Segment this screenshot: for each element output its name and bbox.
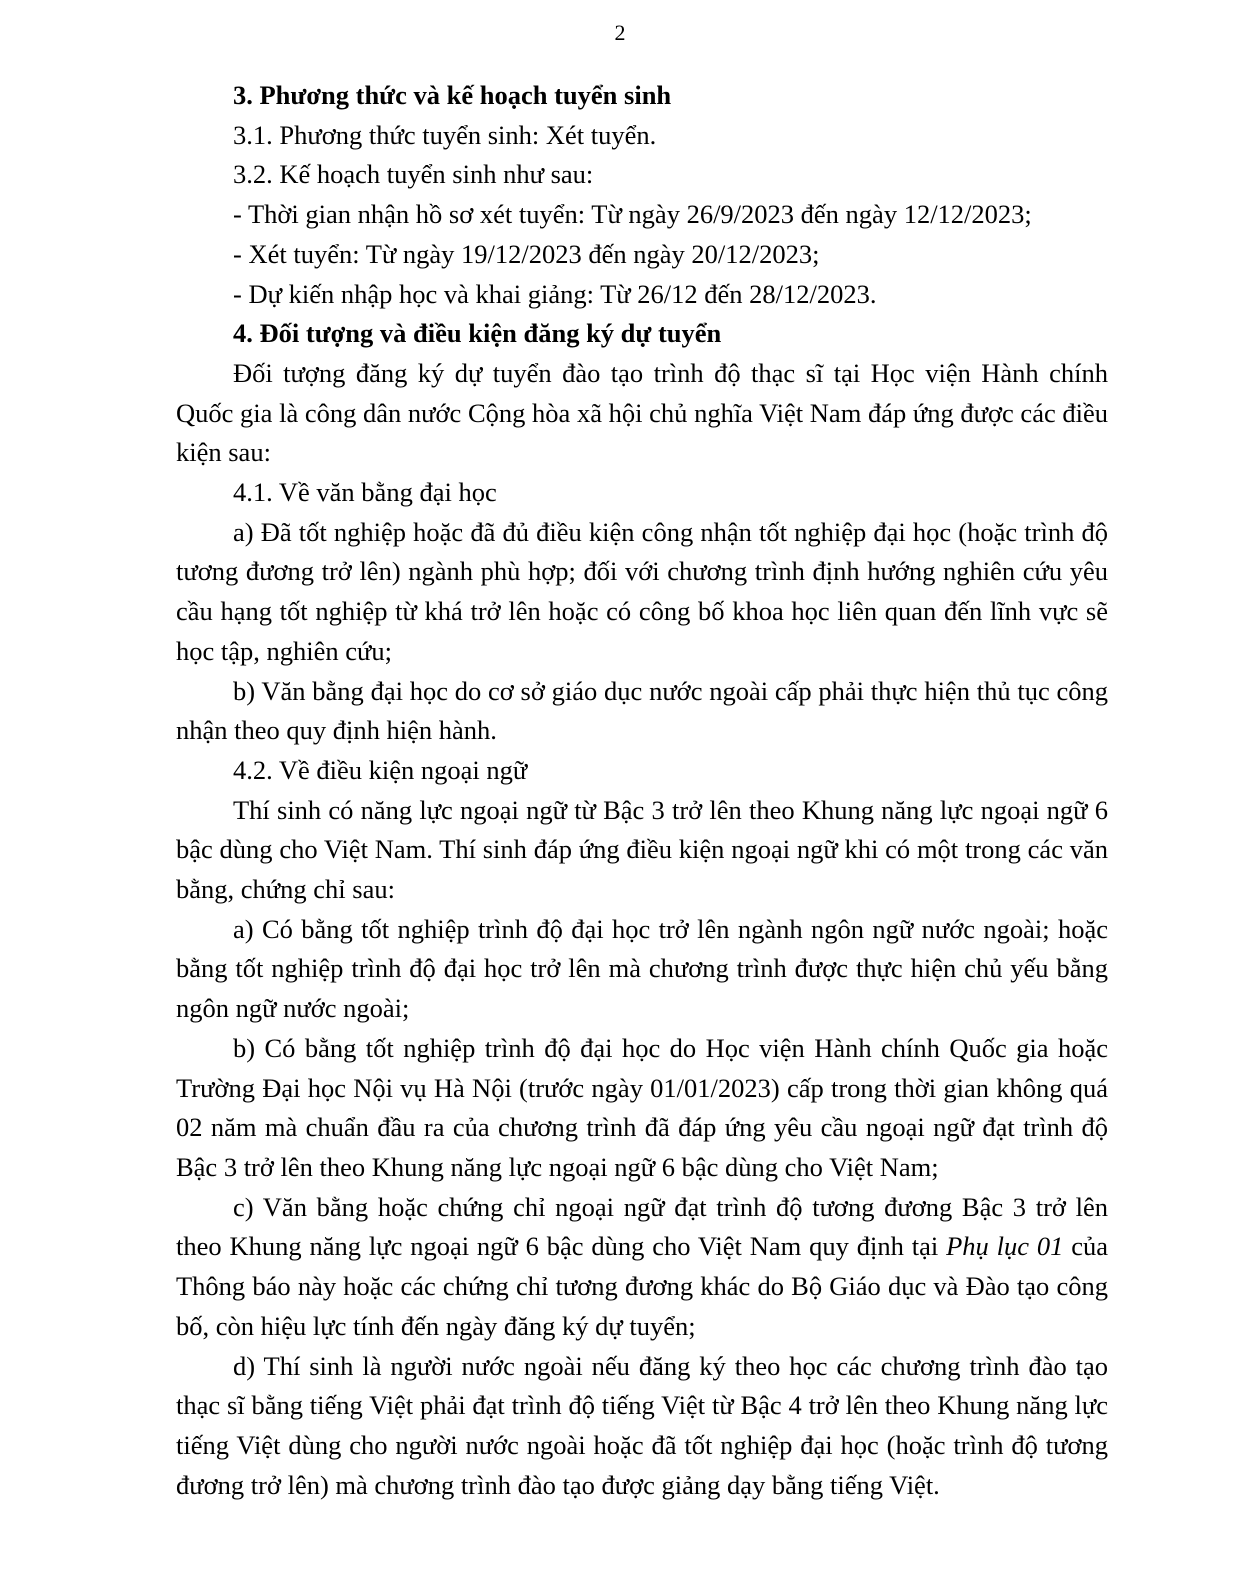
bullet-application-period: - Thời gian nhận hồ sơ xét tuyển: Từ ngày 26/9/2023 đến ngày 12/12/2023; bbox=[233, 199, 1032, 230]
sub-4-1-item-b: b) Văn bằng đại học do cơ sở giáo dục nước ngoài cấp phải thực hiện thủ tục công nhận theo quy định hiện hành. bbox=[176, 675, 1108, 746]
item-3-2: 3.2. Kế hoạch tuyển sinh như sau: bbox=[233, 159, 594, 190]
sub-4-1-item-a: a) Đã tốt nghiệp hoặc đã đủ điều kiện công nhận tốt nghiệp đại học (hoặc trình độ tương đương trở lên) ngành phù hợp; đối với chương trình định hướng nghiên cứu yêu cầu hạng tốt nghiệp từ khá trở lên hoặc có công bố khoa học liên quan đến lĩnh vực sẽ học tập, nghiên cứu; bbox=[176, 516, 1108, 666]
section-3-heading: 3. Phương thức và kế hoạch tuyển sinh bbox=[233, 80, 672, 110]
document-body bbox=[176, 76, 1108, 1505]
item-c-text-part2: của Thông báo này hoặc các chứng chỉ tương đương khác do Bộ Giáo dục và Đào tạo công bố, còn hiệu lực tính đến ngày đăng ký dự tuyển; bbox=[176, 1231, 1108, 1341]
sub-4-2-item-c bbox=[176, 1188, 1108, 1347]
sub-4-1-title: 4.1. Về văn bằng đại học bbox=[233, 477, 497, 508]
bullet-enrollment-period: - Dự kiến nhập học và khai giảng: Từ 26/12 đến 28/12/2023. bbox=[233, 278, 877, 309]
appendix-reference: Phụ lục 01 bbox=[946, 1231, 1064, 1262]
section-4-intro: Đối tượng đăng ký dự tuyển đào tạo trình độ thạc sĩ tại Học viện Hành chính Quốc gia là công dân nước Cộng hòa xã hội chủ nghĩa Việt Nam đáp ứng được các điều kiện sau: bbox=[176, 357, 1108, 468]
sub-4-2-item-a: a) Có bằng tốt nghiệp trình độ đại học trở lên ngành ngôn ngữ nước ngoài; hoặc bằng tốt nghiệp trình độ đại học trở lên mà chương trình được thực hiện chủ yếu bằng ngôn ngữ nước ngoài; bbox=[176, 913, 1108, 1024]
sub-4-2-title: 4.2. Về điều kiện ngoại ngữ bbox=[233, 754, 528, 785]
sub-4-2-item-d: d) Thí sinh là người nước ngoài nếu đăng ký theo học các chương trình đào tạo thạc sĩ bằng tiếng Việt phải đạt trình độ tiếng Việt từ Bậc 4 trở lên theo Khung năng lực tiếng Việt dùng cho người nước ngoài hoặc đã tốt nghiệp đại học (hoặc trình độ tương đương trở lên) mà chương trình đào tạo được giảng dạy bằng tiếng Việt. bbox=[176, 1350, 1108, 1500]
sub-4-2-item-b: b) Có bằng tốt nghiệp trình độ đại học do Học viện Hành chính Quốc gia hoặc Trường Đại học Nội vụ Hà Nội (trước ngày 01/01/2023) cấp trong thời gian không quá 02 năm mà chuẩn đầu ra của chương trình đã đáp ứng yêu cầu ngoại ngữ đạt trình độ Bậc 3 trở lên theo Khung năng lực ngoại ngữ 6 bậc dùng cho Việt Nam; bbox=[176, 1032, 1108, 1182]
item-3-1: 3.1. Phương thức tuyển sinh: Xét tuyển. bbox=[233, 119, 657, 150]
item-c-text-part1: c) Văn bằng hoặc chứng chỉ ngoại ngữ đạt trình độ tương đương Bậc 3 trở lên theo Khung năng lực ngoại ngữ 6 bậc dùng cho Việt Nam quy định tại bbox=[176, 1191, 1108, 1262]
bullet-review-period: - Xét tuyển: Từ ngày 19/12/2023 đến ngày 20/12/2023; bbox=[233, 238, 820, 269]
section-4-heading: 4. Đối tượng và điều kiện đăng ký dự tuyển bbox=[233, 318, 722, 349]
sub-4-2-intro: Thí sinh có năng lực ngoại ngữ từ Bậc 3 trở lên theo Khung năng lực ngoại ngữ 6 bậc dùng cho Việt Nam. Thí sinh đáp ứng điều kiện ngoại ngữ khi có một trong các văn bằng, chứng chỉ sau: bbox=[176, 794, 1108, 905]
page-number: 2 bbox=[614, 20, 626, 45]
